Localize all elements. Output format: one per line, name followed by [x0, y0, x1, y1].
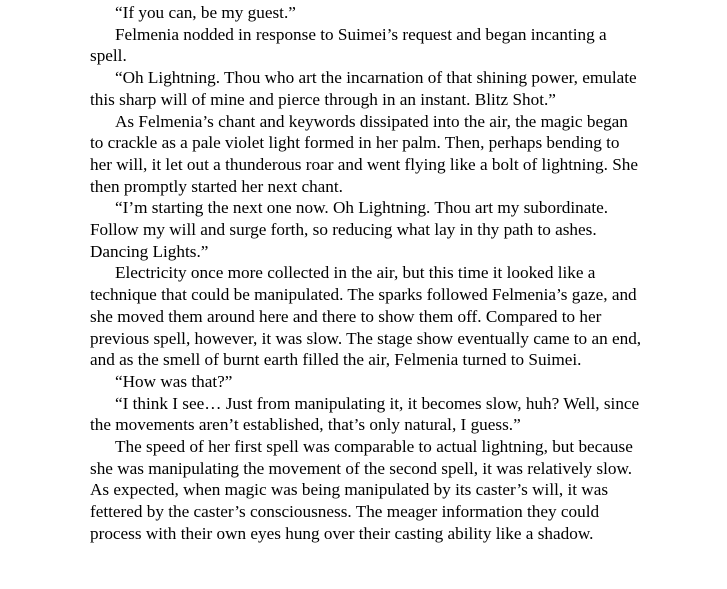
paragraph: “I think I see… Just from manipulating it, it becomes slow, huh? Well, since the movements aren’t established, that’s only natural, I guess.” — [90, 393, 640, 435]
paragraph: “Oh Lightning. Thou who art the incarnation of that shining power, emulate this sharp will of mine and pierce through in an instant. Blitz Shot.” — [90, 68, 637, 109]
paragraph: The speed of her first spell was comparable to actual lightning, but because she was manipulating the movement of the second spell, it was relatively slow. As expected, when magic was being manipulated by its caster’s will, it was fettered by the caster’s consciousness. The meager information they could process with their own eyes hung over their casting ability like a shadow. — [90, 437, 633, 543]
paragraph: “If you can, be my guest.” — [115, 3, 296, 22]
paragraph: Electricity once more collected in the air, but this time it looked like a technique that could be manipulated. The sparks followed Felmenia’s gaze, and she moved them around here and there to show them off. Compared to her previous spell, however, it was slow. The stage show eventually came to an end, and as the smell of burnt earth filled the air, Felmenia turned to Suimei. — [90, 263, 642, 370]
document-page — [90, 2, 642, 545]
paragraph: “I’m starting the next one now. Oh Lightning. Thou art my subordinate. Follow my will and surge forth, so reducing what lay in thy path to ashes. Dancing Lights.” — [90, 198, 609, 261]
paragraph: As Felmenia’s chant and keywords dissipated into the air, the magic began to crackle as a pale violet light formed in her palm. Then, perhaps bending to her will, it let out a thunderous roar and went flying like a bolt of lightning. She then promptly started her next chant. — [90, 111, 638, 196]
paragraph: “How was that?” — [115, 371, 233, 391]
paragraph: Felmenia nodded in response to Suimei’s request and began incanting a spell. — [90, 24, 607, 66]
